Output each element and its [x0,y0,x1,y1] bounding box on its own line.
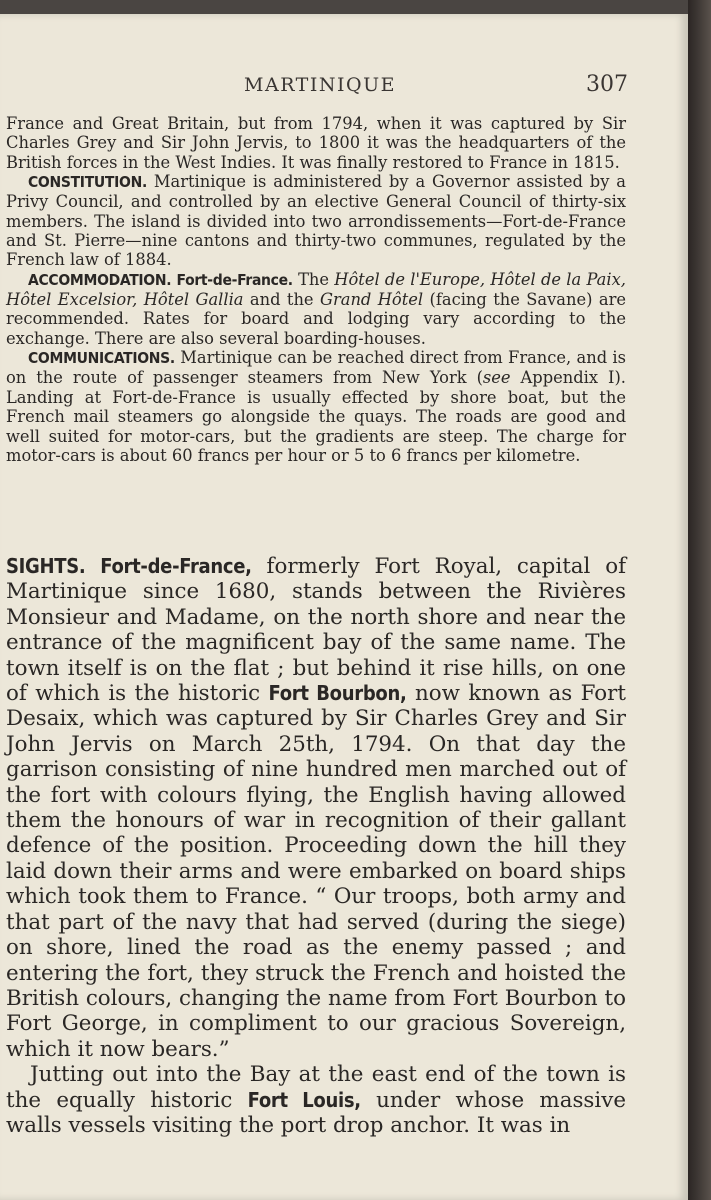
constitution-heading: CONSTITUTION. [28,173,147,192]
sights-heading: SIGHTS. [6,554,86,578]
communications-heading: COMMUNICATIONS. [28,349,175,368]
page-number: 307 [586,72,628,97]
page-edge [688,0,711,1200]
accommodation-paragraph: ACCOMMODATION. Fort-de-France. The Hôtel de l'Europe, Hôtel de la Paix, Hôtel Excelsior, Hôtel Gallia and the Grand Hôtel (facing the Savane) are recommended. Rates for board and lodging vary according to the exchange. There are also several boarding-houses. [6,269,626,348]
page-header [0,70,688,110]
book-page [0,14,688,1200]
small-print-section [6,114,626,465]
fort-louis-paragraph: Jutting out into the Bay at the east end of the town is the equally historic Fort Louis, under whose massive walls vessels visiting the port drop anchor. It was in [6,1062,626,1138]
intro-paragraph: France and Great Britain, but from 1794, when it was captured by Sir Charles Grey and Sir John Jervis, to 1800 it was the headquarters of the British forces in the West Indies. It was finally restored to France in 1815. [6,114,626,172]
running-title: MARTINIQUE [244,74,396,96]
fort-louis-name: Fort Louis, [247,1087,361,1112]
constitution-paragraph: CONSTITUTION. Martinique is administered by a Governor assisted by a Privy Council, and controlled by an elective General Council of thirty-six members. The island is divided into two arrondissements—Fort-de-France and St. Pierre—nine cantons and thirty-two communes, regulated by the French law of 1884. [6,172,626,270]
sights-subheading: Fort-de-France, [100,554,252,578]
accommodation-subheading: Fort-de-France. [176,270,293,289]
sights-paragraph: SIGHTS. Fort-de-France, formerly Fort Royal, capital of Martinique since 1680, stands between the Rivières Monsieur and Madame, on the north shore and near the entrance of the magnificent bay of the same name. The town itself is on the flat ; but behind it rise hills, on one of which is the historic Fort Bourbon, now known as Fort Desaix, which was captured by Sir Charles Grey and Sir John Jervis on March 25th, 1794. On that day the garrison consisting of nine hundred men marched out of the fort with colours flying, the English having allowed them the honours of war in recognition of their gallant defence of the position. Proceeding down the hill they laid down their arms and were embarked on board ships which took them to France. “ Our troops, both army and that part of the navy that had served (during the siege) on shore, lined the road as the enemy passed ; and entering the fort, they struck the French and hoisted the British colours, changing the name from Fort Bourbon to Fort George, in compliment to our gracious Sovereign, which it now bears.” [6,554,626,1062]
communications-paragraph: COMMUNICATIONS. Martinique can be reached direct from France, and is on the route of passenger steamers from New York (see Appendix I). Landing at Fort-de-France is usually effected by shore boat, but the French mail steamers go alongside the quays. The roads are good and well suited for motor-cars, but the gradients are steep. The charge for motor-cars is about 60 francs per hour or 5 to 6 francs per kilometre. [6,348,626,465]
sights-section [6,554,626,1138]
fort-bourbon-name: Fort Bourbon, [268,681,407,706]
accommodation-heading: ACCOMMODATION. [28,270,172,289]
